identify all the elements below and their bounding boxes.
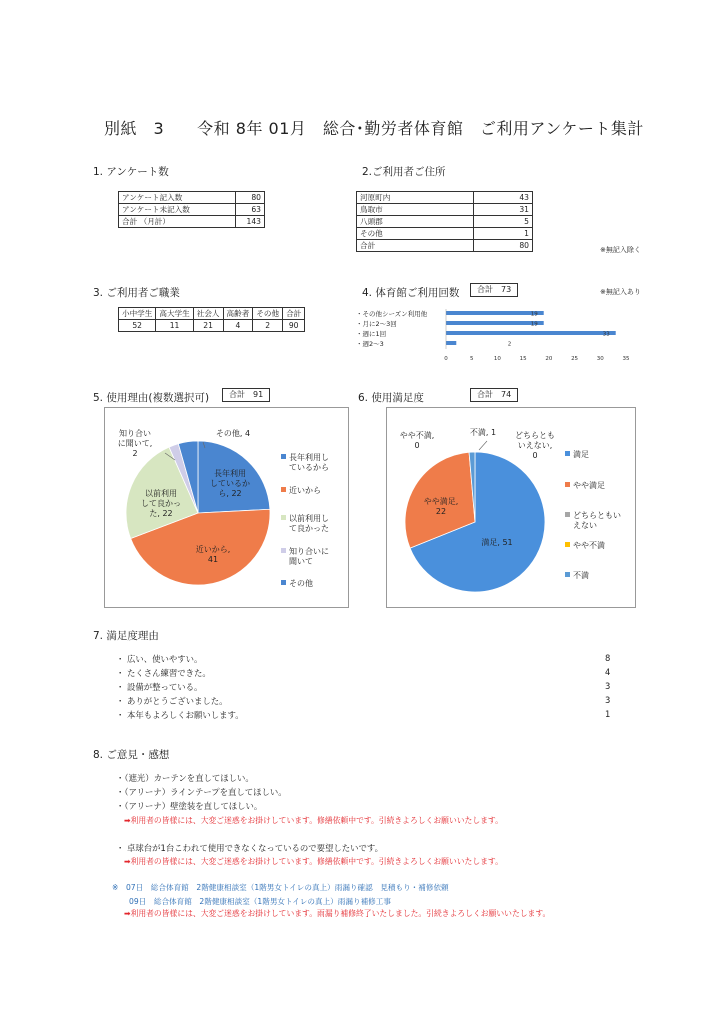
- address-table: [356, 191, 533, 252]
- opinion-line: ・（アリーナ）壁塗装を直してほしい。: [116, 801, 263, 811]
- bar-category-label: ・月に2～3回: [356, 320, 397, 328]
- pie-data-label: どちらともいえない, 0: [515, 431, 555, 460]
- opinion-line: ・（遮光）カーテンを直してほしい。: [116, 773, 254, 783]
- pie-data-label: やや満足, 22: [423, 497, 459, 516]
- reason-item-count: 4: [605, 667, 611, 677]
- opinion-reply: ➡利用者の皆様には、大変ご迷惑をお掛けしています。修繕依頼中です。引続きよろしくお願いいたします。: [124, 816, 503, 825]
- legend-label: 近いから: [289, 486, 321, 495]
- usage-bar-chart: [350, 303, 650, 365]
- table-row: [119, 204, 265, 216]
- table-cell: 河原町内: [357, 192, 474, 204]
- legend-label: 満足: [573, 450, 589, 459]
- table-row: [357, 192, 533, 204]
- pie-data-label: やや不満, 0: [399, 431, 435, 450]
- table-row: [357, 216, 533, 228]
- table-cell: 80: [474, 240, 533, 252]
- usage-frequency-heading: 4. 体育館ご利用回数: [362, 287, 460, 299]
- table-row: [119, 192, 265, 204]
- reason-item-label: ・ たくさん練習できた。: [116, 668, 211, 678]
- legend-swatch: [565, 512, 570, 517]
- bar: [446, 321, 544, 325]
- table-row: [357, 228, 533, 240]
- bar-tick-label: 35: [622, 356, 630, 362]
- pie-data-label: 近いから, 41: [195, 545, 231, 564]
- legend-label: その他: [289, 579, 313, 588]
- legend-swatch: [281, 580, 286, 585]
- reason-item-label: ・ 本年もよろしくお願いします。: [116, 710, 244, 720]
- legend-swatch: [565, 482, 570, 487]
- opinion-reply: ➡利用者の皆様には、大変ご迷惑をお掛けしています。雨漏り補修終了いたしました。引続きよろしくお願いいたします。: [124, 909, 551, 918]
- reason-item-count: 8: [605, 653, 611, 663]
- legend-swatch: [565, 542, 570, 547]
- table-cell: アンケート未記入数: [119, 204, 236, 216]
- opinions-heading: 8. ご意見・感想: [93, 749, 170, 761]
- legend-swatch: [565, 451, 570, 456]
- table-cell: 合計: [357, 240, 474, 252]
- legend-label: 不満: [573, 571, 589, 580]
- usage-total-box: [470, 283, 518, 297]
- legend-label: 以前利用して良かった: [289, 514, 329, 533]
- table-header: その他: [253, 308, 283, 320]
- table-header: 小中学生: [119, 308, 156, 320]
- total-label: 合計: [229, 390, 245, 399]
- usage-note: ※無記入あり: [600, 288, 641, 296]
- bar-category-label: ・週に1回: [356, 330, 387, 338]
- reason-item-count: 3: [605, 681, 611, 691]
- legend-swatch: [281, 515, 286, 520]
- table-cell: その他: [357, 228, 474, 240]
- legend-label: 長年利用しているから: [289, 453, 329, 472]
- bar-value-label: 2: [507, 341, 512, 348]
- bar-value-label: 19: [530, 311, 538, 318]
- reason-item-label: ・ 広い、使いやすい。: [116, 654, 203, 664]
- pie-leader-line: [479, 441, 487, 450]
- opinion-reply: ➡利用者の皆様には、大変ご迷惑をお掛けしています。修繕依頼中です。引続きよろしくお願いいたします。: [124, 857, 503, 866]
- satisfaction-heading: 6. 使用満足度: [358, 392, 424, 404]
- opinion-line: ・（アリーナ）ラインテープを直してほしい。: [116, 787, 287, 797]
- pie-data-label: 満足, 51: [481, 538, 513, 547]
- table-cell: 143: [236, 216, 265, 228]
- legend-swatch: [565, 572, 570, 577]
- table-cell: 4: [223, 320, 253, 332]
- satisfaction-pie-chart: [387, 408, 635, 607]
- reason-item-count: 3: [605, 695, 611, 705]
- bar: [446, 341, 456, 345]
- table-cell: アンケート記入数: [119, 192, 236, 204]
- table-cell: 11: [156, 320, 193, 332]
- table-cell: 43: [474, 192, 533, 204]
- bar-tick-label: 30: [596, 356, 604, 362]
- bar-tick-label: 15: [519, 356, 527, 362]
- legend-label: やや不満: [573, 541, 605, 550]
- repair-note: ※ 07日 総合体育館 2階健康相談室（1階男女トイレの真上）雨漏り確認 見積もり・補修依頼: [112, 883, 449, 892]
- bar-value-label: 33: [602, 331, 610, 338]
- table-cell: 31: [474, 204, 533, 216]
- bar-tick-label: 25: [571, 356, 579, 362]
- bar-tick-label: 20: [545, 356, 553, 362]
- reason-item-label: ・ 設備が整っている。: [116, 682, 203, 692]
- survey-count-heading: 1. アンケート数: [93, 166, 169, 178]
- pie-data-label: 不満, 1: [469, 428, 497, 437]
- opinion-line: ・ 卓球台が1台こわれて使用できなくなっているので要望したいです。: [116, 843, 383, 853]
- table-row: [357, 204, 533, 216]
- table-cell: 合計 （月計）: [119, 216, 236, 228]
- total-value: 73: [501, 285, 512, 294]
- table-cell: 鳥取市: [357, 204, 474, 216]
- bar-tick-label: 10: [493, 356, 501, 362]
- legend-swatch: [281, 454, 286, 459]
- legend-swatch: [281, 487, 286, 492]
- table-cell: 80: [236, 192, 265, 204]
- table-cell: 5: [474, 216, 533, 228]
- bar-category-label: ・週2～3: [356, 340, 384, 348]
- table-cell: 21: [193, 320, 223, 332]
- table-cell: 90: [283, 320, 305, 332]
- table-cell: 1: [474, 228, 533, 240]
- table-cell: 52: [119, 320, 156, 332]
- pie-data-label: その他, 4: [215, 429, 251, 438]
- bar-value-label: 19: [530, 321, 538, 328]
- reason-item-label: ・ ありがとうございました。: [116, 696, 228, 706]
- reason-item-count: 1: [605, 709, 611, 719]
- legend-label: 知り合いに聞いて: [289, 547, 329, 566]
- bar: [446, 311, 544, 315]
- bar-tick-label: 0: [444, 356, 448, 362]
- table-row: [119, 308, 305, 320]
- satisfaction-chart-frame: [386, 407, 636, 608]
- table-header: 合計: [283, 308, 305, 320]
- reason-heading: 5. 使用理由(複数選択可): [93, 392, 210, 404]
- table-header: 高大学生: [156, 308, 193, 320]
- reason-pie-chart: [105, 408, 348, 607]
- legend-swatch: [281, 548, 286, 553]
- reason-chart-frame: [104, 407, 349, 608]
- page-title: 別紙 3 令和 8年 01月 総合･勤労者体育館 ご利用アンケート集計: [104, 119, 644, 138]
- table-cell: 63: [236, 204, 265, 216]
- bar-tick-label: 5: [469, 356, 474, 362]
- total-value: 74: [501, 390, 512, 399]
- pie-data-label: 知り合いに聞いて, 2: [117, 429, 153, 458]
- table-header: 高齢者: [223, 308, 253, 320]
- address-note: ※無記入除く: [600, 246, 641, 254]
- satisfaction-reason-heading: 7. 満足度理由: [93, 630, 159, 642]
- table-row: [119, 320, 305, 332]
- repair-note: 09日 総合体育館 2階健康相談室（1階男女トイレの真上）雨漏り補修工事: [129, 897, 391, 906]
- occupation-heading: 3. ご利用者ご職業: [93, 287, 180, 299]
- satisfaction-total-box: [470, 388, 518, 402]
- pie-data-label: 長年利用しているから, 22: [210, 469, 250, 498]
- legend-label: どちらともいえない: [573, 511, 621, 530]
- total-label: 合計: [477, 390, 493, 399]
- address-heading: 2.ご利用者ご住所: [362, 166, 446, 178]
- bar: [446, 331, 616, 335]
- table-row: [119, 216, 265, 228]
- survey-count-table: [118, 191, 265, 228]
- table-cell: 2: [253, 320, 283, 332]
- total-label: 合計: [477, 285, 493, 294]
- occupation-table: [118, 307, 305, 332]
- total-value: 91: [253, 390, 264, 399]
- table-cell: 八頭郡: [357, 216, 474, 228]
- bar-category-label: ・その他シーズン利用他: [356, 310, 428, 318]
- table-header: 社会人: [193, 308, 223, 320]
- legend-label: やや満足: [573, 481, 605, 490]
- table-row: [357, 240, 533, 252]
- pie-data-label: 以前利用して良かった, 22: [141, 489, 181, 518]
- reason-total-box: [222, 388, 270, 402]
